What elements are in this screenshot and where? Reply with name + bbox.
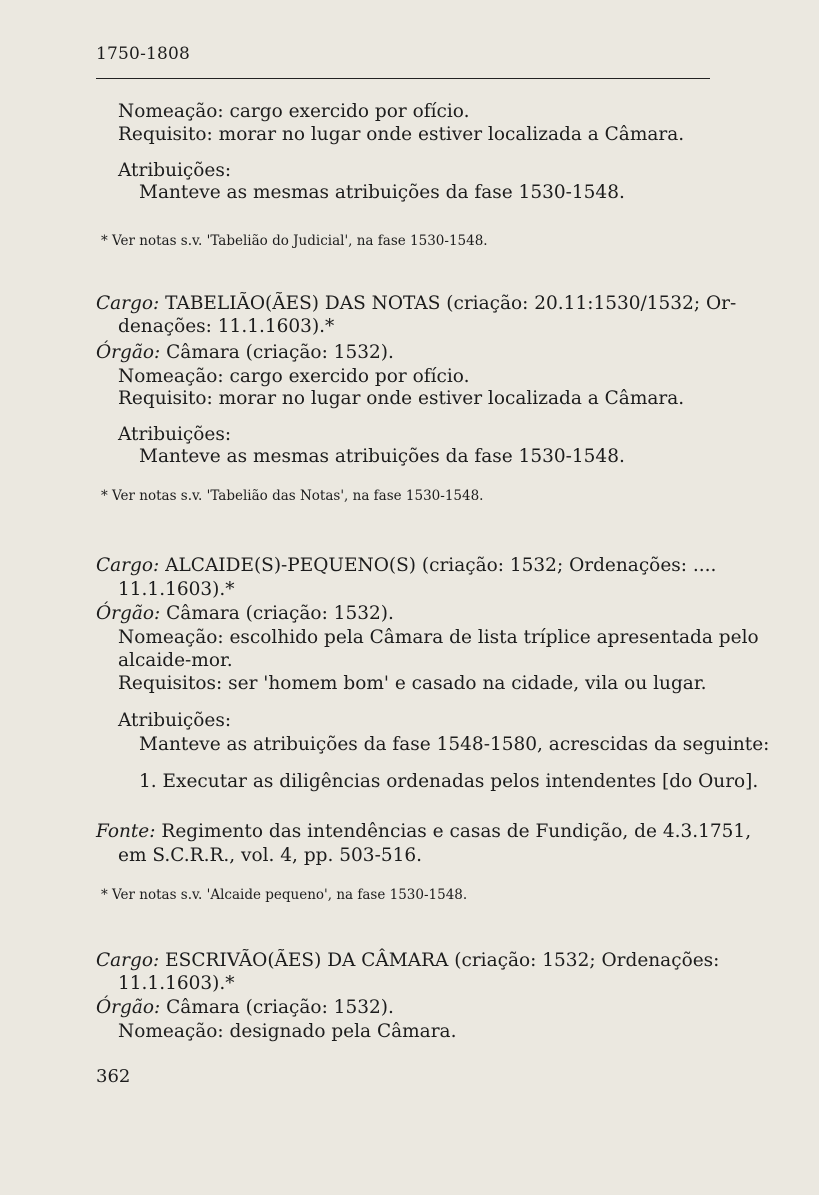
atribuicao-text: Manteve as mesmas atribuições da fase 1530-1548.: [139, 182, 625, 203]
orgao-text: Câmara (criação: 1532).: [166, 603, 394, 624]
orgao-entry: [96, 997, 394, 1019]
fonte-label: Fonte:: [96, 821, 156, 842]
nomeacao-text: Nomeação: cargo exercido por ofício.: [118, 366, 470, 387]
header-rule: [96, 78, 710, 79]
fonte-text: Regimento das intendências e casas de Fundição, de 4.3.1751,: [161, 821, 752, 842]
requisito-text: Requisito: morar no lugar onde estiver localizada a Câmara.: [118, 388, 685, 409]
cargo-title: ALCAIDE(S)-PEQUENO(S) (criação: 1532; Ordenações: ....: [165, 555, 717, 576]
atribuicao-item: 1. Executar as diligências ordenadas pelos intendentes [do Ouro].: [139, 771, 759, 792]
cargo-title: TABELIÃO(ÃES) DAS NOTAS (criação: 20.11:1530/1532; Or-: [165, 293, 737, 314]
running-header: 1750-1808: [96, 44, 191, 64]
cargo-entry: [96, 950, 720, 972]
atribuicoes-label: Atribuições:: [118, 160, 232, 181]
orgao-text: Câmara (criação: 1532).: [166, 997, 394, 1018]
orgao-label: Órgão:: [96, 997, 161, 1018]
footnote: * Ver notas s.v. 'Alcaide pequeno', na fase 1530-1548.: [101, 887, 468, 903]
cargo-label: Cargo:: [96, 555, 160, 576]
nomeacao-text: Nomeação: cargo exercido por ofício.: [118, 101, 470, 122]
footnote: * Ver notas s.v. 'Tabelião do Judicial', na fase 1530-1548.: [101, 233, 488, 249]
orgao-label: Órgão:: [96, 342, 161, 363]
fonte-entry: [96, 821, 752, 843]
cargo-title-continued: 11.1.1603).*: [118, 973, 235, 994]
page-number: 362: [96, 1066, 131, 1087]
footnote: * Ver notas s.v. 'Tabelião das Notas', na fase 1530-1548.: [101, 488, 484, 504]
cargo-label: Cargo:: [96, 950, 160, 971]
cargo-label: Cargo:: [96, 293, 160, 314]
requisito-text: Requisitos: ser 'homem bom' e casado na cidade, vila ou lugar.: [118, 673, 707, 694]
atribuicoes-label: Atribuições:: [118, 424, 232, 445]
orgao-label: Órgão:: [96, 603, 161, 624]
cargo-title-continued: 11.1.1603).*: [118, 579, 235, 600]
orgao-entry: [96, 342, 394, 364]
cargo-title: ESCRIVÃO(ÃES) DA CÂMARA (criação: 1532; Ordenações:: [165, 950, 720, 971]
atribuicao-text: Manteve as atribuições da fase 1548-1580, acrescidas da seguinte:: [139, 734, 770, 755]
atribuicoes-label: Atribuições:: [118, 710, 232, 731]
nomeacao-text-continued: alcaide-mor.: [118, 650, 233, 671]
requisito-text: Requisito: morar no lugar onde estiver localizada a Câmara.: [118, 124, 685, 145]
cargo-entry: [96, 293, 737, 315]
nomeacao-text: Nomeação: escolhido pela Câmara de lista tríplice apresentada pelo: [118, 627, 759, 648]
atribuicao-text: Manteve as mesmas atribuições da fase 1530-1548.: [139, 446, 625, 467]
cargo-title-continued: denações: 11.1.1603).*: [118, 316, 335, 337]
fonte-text-continued: em S.C.R.R., vol. 4, pp. 503-516.: [118, 845, 423, 866]
nomeacao-text: Nomeação: designado pela Câmara.: [118, 1021, 457, 1042]
orgao-text: Câmara (criação: 1532).: [166, 342, 394, 363]
orgao-entry: [96, 603, 394, 625]
cargo-entry: [96, 555, 717, 577]
